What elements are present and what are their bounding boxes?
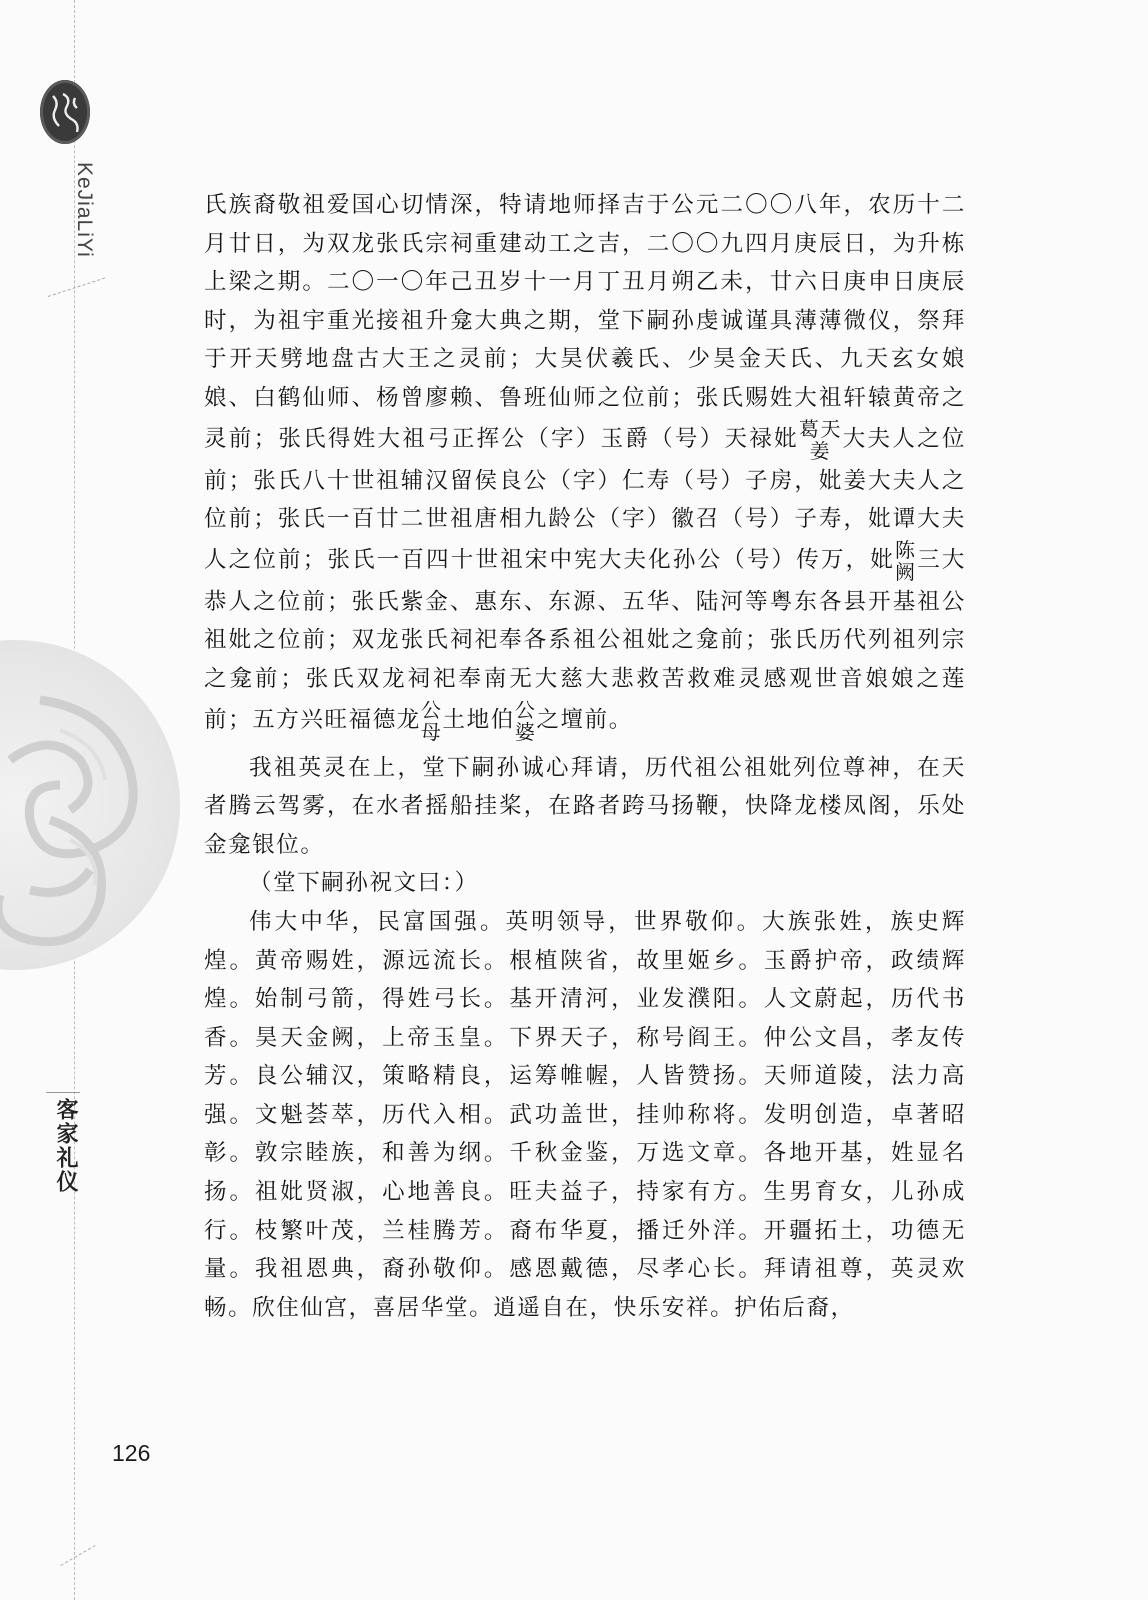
- stacked-top: 公: [420, 697, 443, 722]
- paragraph: [204, 186, 966, 743]
- seal-logo: [40, 80, 90, 144]
- stacked-top: 陈: [895, 537, 917, 562]
- seal-glyph-icon: [45, 86, 85, 138]
- cloud-ornament: [0, 640, 180, 970]
- series-title-latin: KeJiaLiYi: [73, 162, 96, 258]
- section-label: 客家礼仪: [53, 1098, 78, 1194]
- text-run: 三大恭人之位前；张氏紫金、惠东、东源、五华、陆河等粤东各县开基祖公祖妣之位前；双龙张氏祠祀奉各系祖公祖妣之龛前；张氏历代列祖列宗之龛前；张氏双龙祠祀奉南无大慈大悲救苦救难灵感观世音娘娘之莲前；五方兴旺福德龙: [204, 546, 966, 733]
- text-run: 土地伯: [442, 706, 515, 733]
- main-text: [204, 186, 966, 1327]
- paragraph: 伟大中华，民富国强。英明领导，世界敬仰。大族张姓，族史辉煌。黄帝赐姓，源远流长。根植陕省，故里姬乡。玉爵护帝，政绩辉煌。始制弓箭，得姓弓长。基开清河，业发濮阳。人文蔚起，历代书香。昊天金阙，上帝玉皇。下界天子，称号阎王。仲公文昌，孝友传芳。良公辅汉，策略精良，运筹帷幄，人皆赞扬。天师道陵，法力高强。文魁荟萃，历代入相。武功盖世，挂帅称将。发明创造，卓著昭彰。敦宗睦族，和善为纲。千秋金鉴，万选文章。各地开基，姓显名扬。祖妣贤淑，心地善良。旺夫益子，持家有方。生男育女，儿孙成行。枝繁叶茂，兰桂腾芳。裔布华夏，播迁外洋。开疆拓土，功德无量。我祖恩典，裔孙敬仰。感恩戴德，尽孝心长。拜请祖尊，英灵欢畅。欣住仙宫，喜居华堂。逍遥自在，快乐安祥。护佑后裔，: [204, 908, 966, 1321]
- stacked-bottom: 婆: [514, 719, 537, 744]
- cloud-pattern-icon: [0, 640, 180, 970]
- stacked-chars: [895, 539, 917, 583]
- stacked-top: 葛天: [798, 416, 843, 441]
- stacked-bottom: 姜: [809, 438, 832, 463]
- text-run: 大夫人之位前；张氏八十世祖辅汉留侯良公（字）仁寿（号）子房，妣姜大夫人之位前；张氏一百廿二世祖唐相九龄公（字）徽召（号）子寿，妣谭大夫人之位前；张氏一百四十世祖宋中宪大夫化孙公（号）传万，妣: [204, 425, 966, 573]
- text-run: 之壇前。: [536, 706, 633, 733]
- page-number: 126: [112, 1440, 151, 1466]
- stacked-chars: [515, 699, 537, 743]
- stacked-top: 公: [514, 697, 537, 722]
- text-run: 氏族裔敬祖爱国心切情深，特请地师择吉于公元二〇〇八年，农历十二月廿日，为双龙张氏宗祠重建动工之吉，二〇〇九四月庚辰日，为升栋上梁之期。二〇一〇年己丑岁十一月丁丑月朔乙未，廿六日庚申日庚辰时，为祖宇重光接祖升龛大典之期，堂下嗣孙虔诚谨具薄薄微仪，祭拜于开天劈地盘古大王之灵前；大昊伏羲氏、少昊金天氏、九天玄女娘娘、白鹤仙师、杨曾廖赖、鲁班仙师之位前；张氏赐姓大祖轩辕黄帝之灵前；张氏得姓大祖弓正挥公（字）玉爵（号）天禄妣: [204, 192, 966, 452]
- stacked-chars: [421, 699, 443, 743]
- decorative-line: [60, 1545, 95, 1566]
- stacked-bottom: 母: [420, 719, 443, 744]
- paragraph: 我祖英灵在上，堂下嗣孙诚心拜请，历代祖公祖妣列位尊神，在天者腾云驾雾，在水者摇船挂桨，在路者跨马扬鞭，快降龙楼凤阁，乐处金龛银位。: [204, 754, 966, 858]
- stacked-bottom: 阙: [895, 559, 917, 584]
- decorative-line: [48, 277, 105, 296]
- stacked-chars: [799, 418, 842, 462]
- paragraph: （堂下嗣孙祝文曰：）: [249, 870, 479, 897]
